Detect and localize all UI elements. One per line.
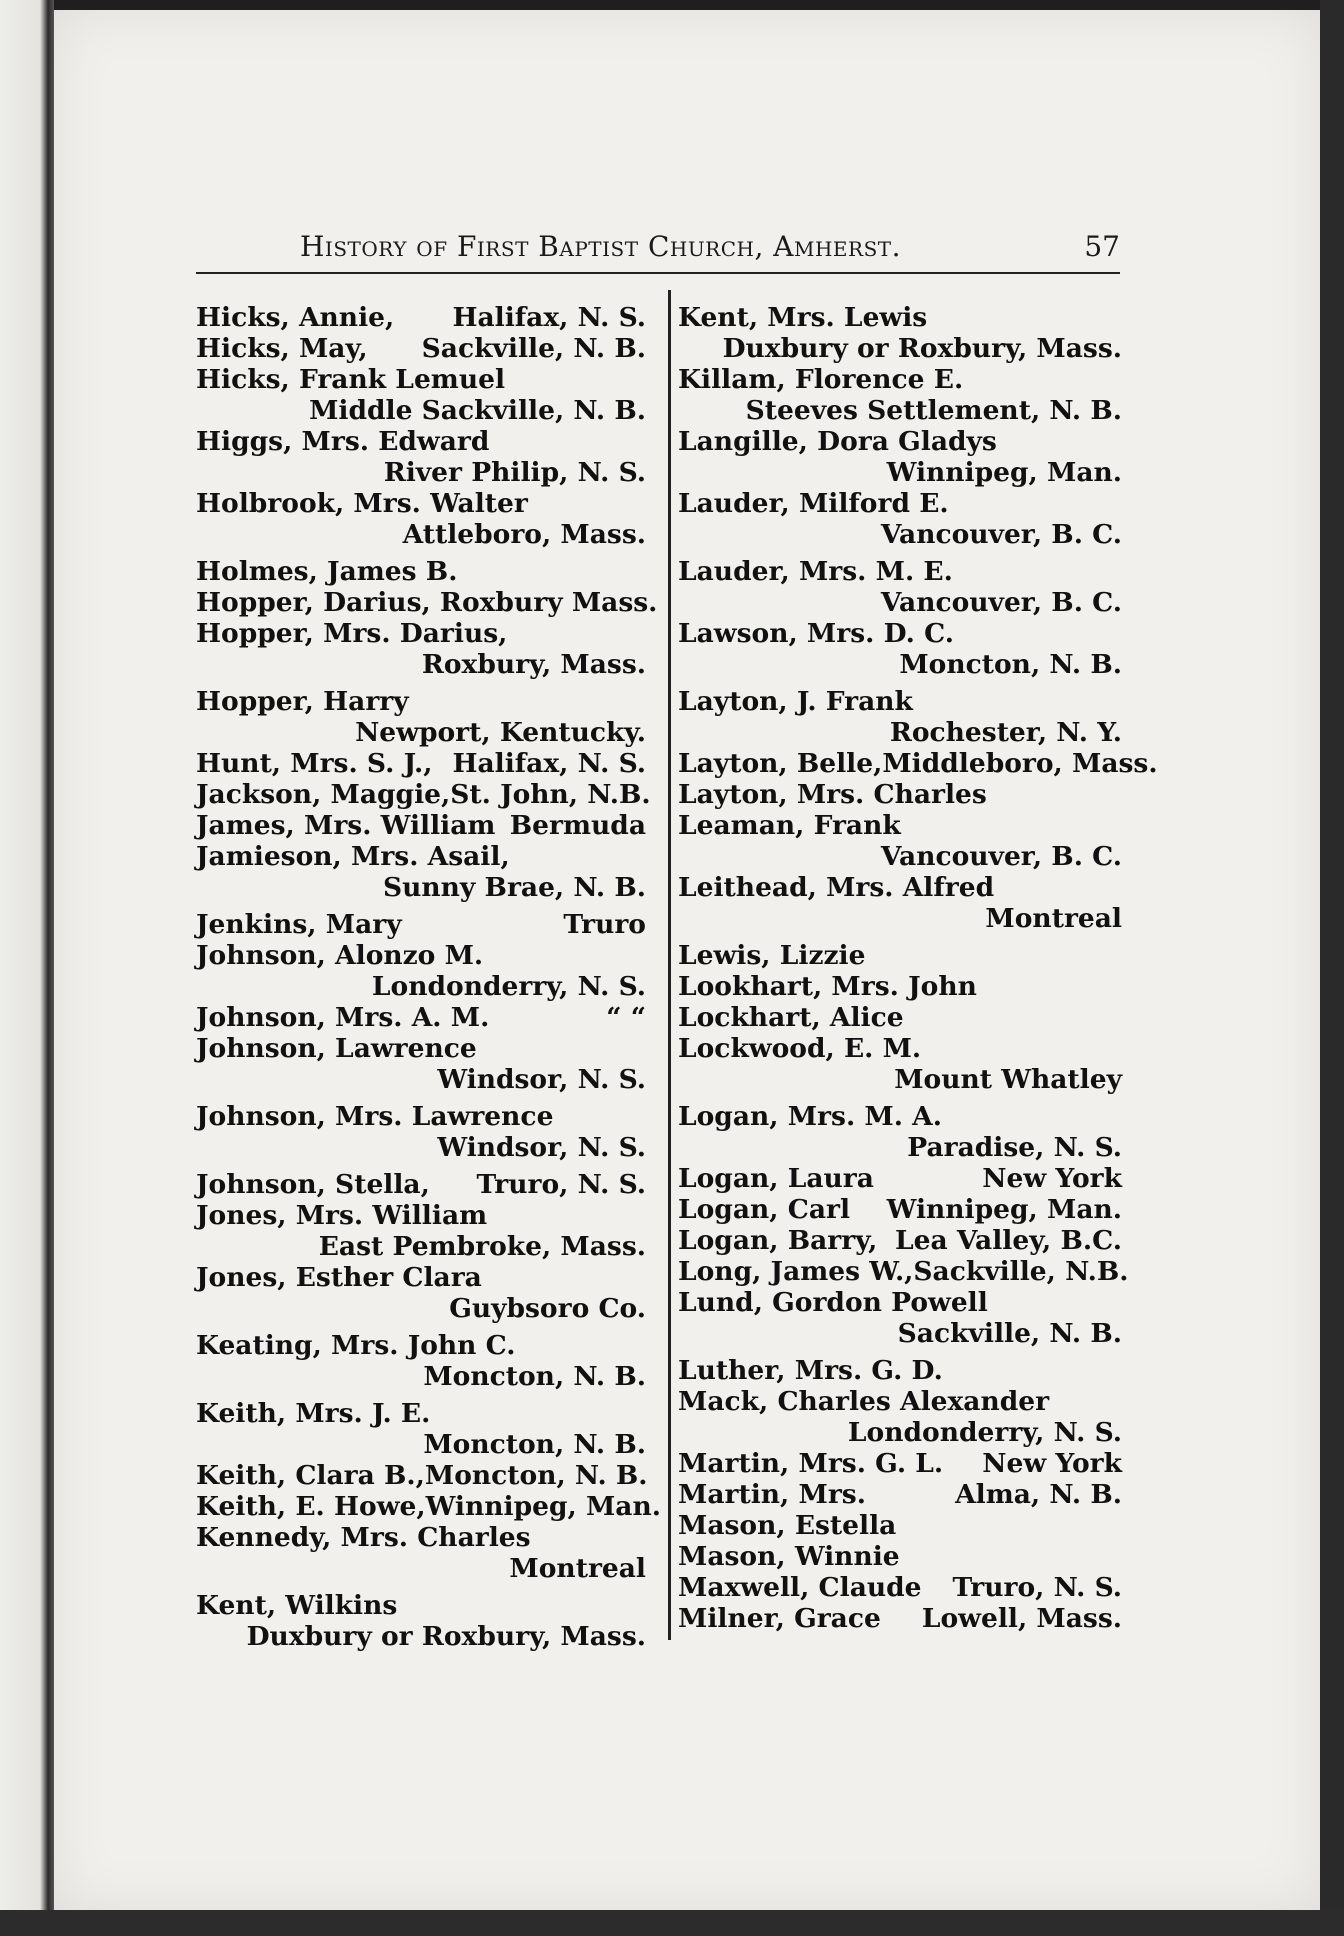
member-place: Moncton, N. B. <box>423 1361 646 1392</box>
member-name: Lund, Gordon Powell <box>678 1287 988 1318</box>
member-place: Sunny Brae, N. B. <box>382 872 646 903</box>
entry-row <box>678 1572 1122 1603</box>
member-name: Johnson, Alonzo M. <box>196 940 484 971</box>
member-place: Montreal <box>985 903 1122 934</box>
member-name: Jones, Mrs. William <box>196 1200 488 1231</box>
entry-row <box>678 1163 1122 1194</box>
member-name: Long, James W., <box>678 1256 914 1287</box>
member-place: Sackville, N.B. <box>913 1256 1129 1287</box>
member-name: Kennedy, Mrs. Charles <box>196 1522 531 1553</box>
member-name: Keith, E. Howe, <box>196 1491 426 1522</box>
member-name: Martin, Mrs. G. L. <box>678 1448 944 1479</box>
member-name: Leithead, Mrs. Alfred <box>678 872 995 903</box>
member-name: Kent, Mrs. Lewis <box>678 302 928 333</box>
member-place: Moncton, N. B. <box>423 1429 646 1460</box>
scan-left-edge <box>0 0 54 1936</box>
scan-right-edge <box>1320 0 1344 1936</box>
member-name: Hicks, May, <box>196 333 368 364</box>
member-name: Layton, Belle, <box>678 748 883 779</box>
member-place: Winnipeg, Man. <box>886 457 1122 488</box>
member-place: Windsor, N. S. <box>437 1132 646 1163</box>
member-name: Langille, Dora Gladys <box>678 426 997 457</box>
member-name: Martin, Mrs. <box>678 1479 866 1510</box>
member-place: Halifax, N. S. <box>452 302 646 333</box>
member-name: Hicks, Frank Lemuel <box>196 364 506 395</box>
left-column <box>196 302 661 1652</box>
member-place: Steeves Settlement, N. B. <box>745 395 1122 426</box>
member-place: Lea Valley, B.C. <box>895 1225 1122 1256</box>
member-place: Alma, N. B. <box>955 1479 1122 1510</box>
member-name: Johnson, Lawrence <box>196 1033 477 1064</box>
member-place: Lowell, Mass. <box>921 1603 1122 1634</box>
member-place: Vancouver, B. C. <box>880 519 1122 550</box>
member-name: Mason, Winnie <box>678 1541 900 1572</box>
member-name: Holmes, James B. <box>196 556 458 587</box>
member-place: Winnipeg, Man. <box>886 1194 1122 1225</box>
entry-row <box>196 779 651 810</box>
member-name: Johnson, Mrs. A. M. <box>196 1002 490 1033</box>
member-name: Logan, Barry, <box>678 1225 878 1256</box>
entry-row <box>196 1169 646 1200</box>
entry-row <box>678 1256 1129 1287</box>
entry-row <box>196 909 646 940</box>
member-place: Windsor, N. S. <box>437 1064 646 1095</box>
member-name: Lauder, Milford E. <box>678 488 949 519</box>
member-name: Logan, Laura <box>678 1163 874 1194</box>
member-name: Layton, Mrs. Charles <box>678 779 987 810</box>
member-name: Lockhart, Alice <box>678 1002 904 1033</box>
member-place: Duxbury or Roxbury, Mass. <box>722 333 1122 364</box>
entry-row <box>678 1194 1122 1225</box>
member-place: Rochester, N. Y. <box>889 717 1122 748</box>
member-place: Montreal <box>509 1553 646 1584</box>
member-place: Roxbury, Mass. <box>421 649 646 680</box>
header-rule <box>196 272 1120 274</box>
running-header <box>300 230 1120 270</box>
entry-row <box>678 748 1158 779</box>
entry-row <box>196 1460 646 1491</box>
member-place: Vancouver, B. C. <box>880 841 1122 872</box>
member-name: Leaman, Frank <box>678 810 901 841</box>
member-name: James, Mrs. William <box>196 810 496 841</box>
scan-top-edge <box>0 0 1344 10</box>
member-name: Holbrook, Mrs. Walter <box>196 488 528 519</box>
entry-row <box>196 748 646 779</box>
member-place: Winnipeg, Man. <box>425 1491 661 1522</box>
member-name: Hicks, Annie, <box>196 302 395 333</box>
entry-row <box>678 1225 1122 1256</box>
member-name: Johnson, Mrs. Lawrence <box>196 1101 554 1132</box>
member-name: Keating, Mrs. John C. <box>196 1330 516 1361</box>
member-name: Mason, Estella <box>678 1510 897 1541</box>
member-place: Newport, Kentucky. <box>355 717 646 748</box>
member-place: Middleboro, Mass. <box>882 748 1158 779</box>
member-name: Jamieson, Mrs. Asail, <box>196 841 510 872</box>
entry-row <box>196 1491 661 1522</box>
member-place: Bermuda <box>509 810 646 841</box>
member-name: Jackson, Maggie, <box>196 779 451 810</box>
member-place: Vancouver, B. C. <box>880 587 1122 618</box>
member-name: Keith, Mrs. J. E. <box>196 1398 431 1429</box>
page-number: 57 <box>1084 230 1120 263</box>
member-name: Hopper, Mrs. Darius, <box>196 618 508 649</box>
page-title: History of First Baptist Church, Amherst. <box>300 230 902 263</box>
member-place: River Philip, N. S. <box>383 457 646 488</box>
member-place: Truro, N. S. <box>476 1169 646 1200</box>
member-name: Lockwood, E. M. <box>678 1033 922 1064</box>
member-name: Johnson, Stella, <box>196 1169 430 1200</box>
member-name: Kent, Wilkins <box>196 1590 398 1621</box>
member-place: Truro, N. S. <box>952 1572 1122 1603</box>
member-name: Jones, Esther Clara <box>196 1262 482 1293</box>
member-place: Attleboro, Mass. <box>402 519 646 550</box>
member-name: Lauder, Mrs. M. E. <box>678 556 953 587</box>
member-place: Middle Sackville, N. B. <box>309 395 646 426</box>
member-place: Halifax, N. S. <box>452 748 646 779</box>
member-name: Hopper, Harry <box>196 686 409 717</box>
member-place: Moncton, N. B. <box>899 649 1122 680</box>
scan-bottom-edge <box>0 1910 1344 1936</box>
entry-row <box>196 810 646 841</box>
column-divider <box>668 290 671 1640</box>
member-name: Maxwell, Claude <box>678 1572 922 1603</box>
member-name: Hunt, Mrs. S. J., <box>196 748 433 779</box>
right-column <box>678 302 1158 1634</box>
member-place: Guybsoro Co. <box>449 1293 646 1324</box>
member-name: Logan, Mrs. M. A. <box>678 1101 942 1132</box>
member-name: Luther, Mrs. G. D. <box>678 1355 943 1386</box>
entry-row <box>678 1479 1122 1510</box>
member-name: Milner, Grace <box>678 1603 881 1634</box>
member-place: Duxbury or Roxbury, Mass. <box>246 1621 646 1652</box>
member-place: Londonderry, N. S. <box>371 971 646 1002</box>
member-name: Mack, Charles Alexander <box>678 1386 1050 1417</box>
member-name: Lawson, Mrs. D. C. <box>678 618 954 649</box>
entry-row <box>196 302 646 333</box>
member-name: Killam, Florence E. <box>678 364 964 395</box>
member-place: “ “ <box>606 1002 646 1033</box>
member-name: Layton, J. Frank <box>678 686 913 717</box>
entry-row <box>678 1603 1122 1634</box>
member-name: Jenkins, Mary <box>196 909 402 940</box>
member-place: Moncton, N. B. <box>424 1460 648 1491</box>
member-place: Paradise, N. S. <box>907 1132 1122 1163</box>
member-place: St. John, N.B. <box>450 779 651 810</box>
member-name: Lookhart, Mrs. John <box>678 971 977 1002</box>
entry-row <box>196 333 646 364</box>
member-place: Mount Whatley <box>894 1064 1122 1095</box>
member-name: Keith, Clara B., <box>196 1460 425 1491</box>
member-name: Higgs, Mrs. Edward <box>196 426 490 457</box>
member-place: Londonderry, N. S. <box>847 1417 1122 1448</box>
member-place: New York <box>982 1163 1122 1194</box>
member-place: East Pembroke, Mass. <box>318 1231 646 1262</box>
entry-row <box>678 1448 1122 1479</box>
member-place: Sackville, N. B. <box>421 333 646 364</box>
entry-row <box>196 1002 646 1033</box>
member-place: Sackville, N. B. <box>897 1318 1122 1349</box>
member-name: Logan, Carl <box>678 1194 851 1225</box>
member-name: Lewis, Lizzie <box>678 940 866 971</box>
member-name: Hopper, Darius, Roxbury Mass. <box>196 587 658 618</box>
member-place: New York <box>982 1448 1122 1479</box>
member-place: Truro <box>563 909 646 940</box>
